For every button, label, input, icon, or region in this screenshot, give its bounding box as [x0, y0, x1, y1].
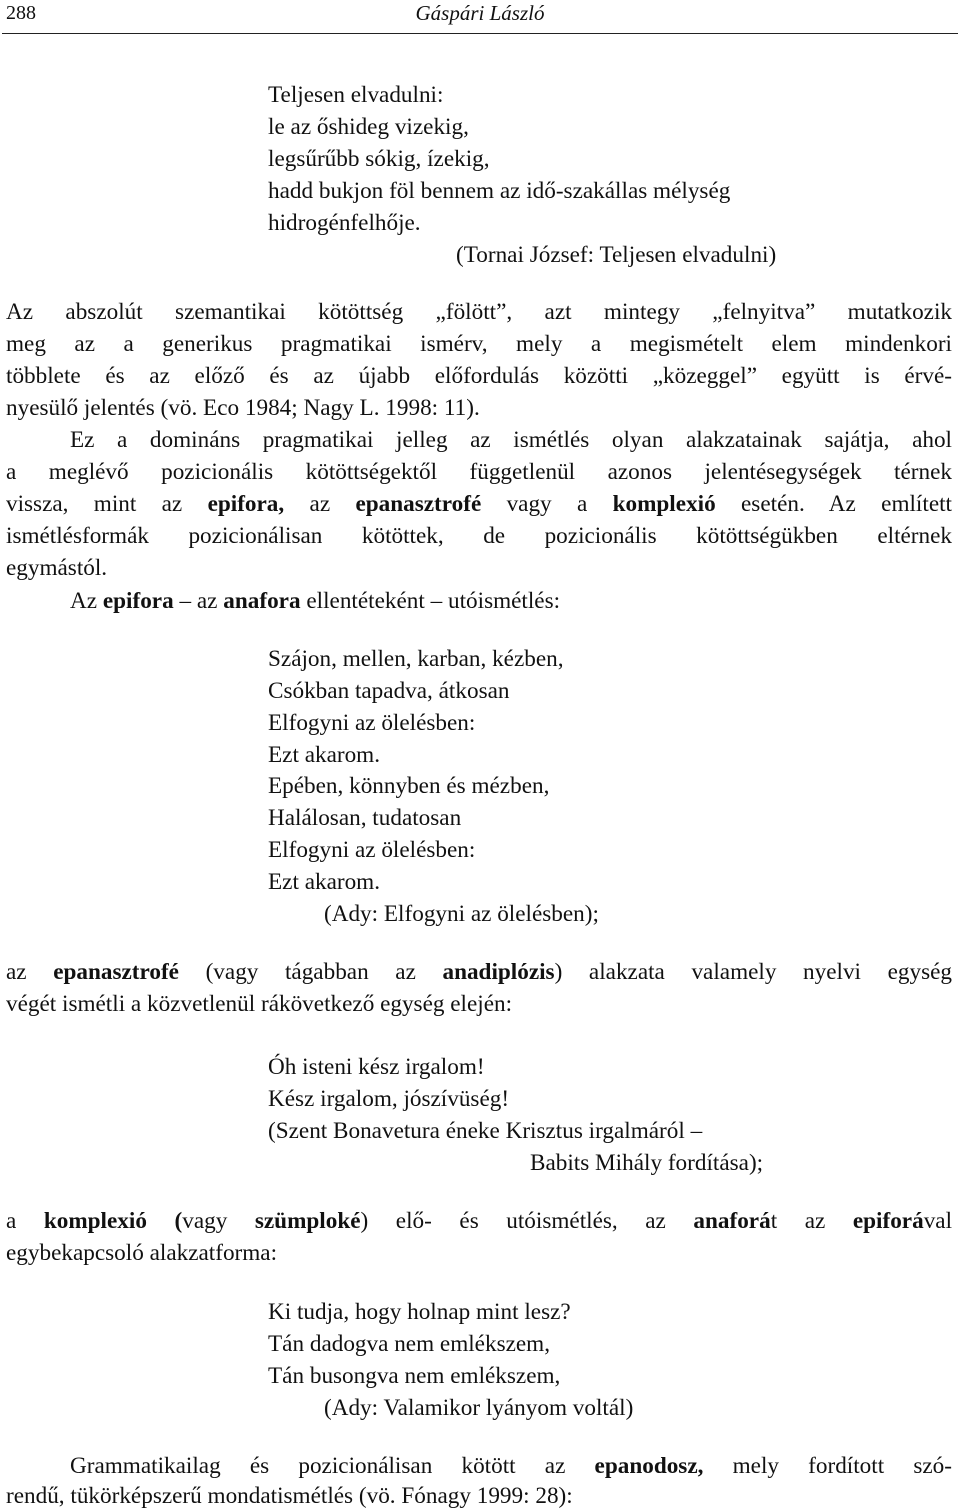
body-line: Grammatikailag és pozicionálisan kötött az epanodosz, mely fordított szó-	[70, 1453, 952, 1479]
term: epanasztrofé	[53, 959, 179, 985]
poem-line: hadd bukjon föl bennem az idő-szakállas mélység	[268, 178, 731, 204]
body-line: meg az a generikus pragmatikai ismérv, mely a megismételt elem mindenkori	[6, 331, 952, 357]
page-number: 288	[6, 2, 36, 24]
poem-line: le az őshideg vizekig,	[268, 114, 469, 140]
body-line: végét ismétli a közvetlenül rákövetkező egység elején:	[6, 991, 513, 1017]
term: anaforá	[693, 1208, 771, 1234]
body-line: a komplexió (vagy szümploké) elő- és utóismétlés, az anaforát az epiforával	[6, 1208, 953, 1234]
term: komplexió	[612, 491, 716, 517]
poem-line: legsűrűbb sókig, ízekig,	[268, 146, 490, 172]
poem-source: (Ady: Elfogyni az ölelésben);	[324, 901, 599, 927]
term: epifora	[102, 588, 174, 614]
term: anafora	[223, 588, 301, 614]
poem-line: Ezt akarom.	[268, 742, 381, 768]
poem-line: Ezt akarom.	[268, 869, 381, 895]
poem-source: Babits Mihály fordítása);	[530, 1150, 764, 1176]
poem-line: Ki tudja, hogy holnap mint lesz?	[268, 1299, 571, 1325]
poem-line: Óh isteni kész irgalom!	[268, 1054, 485, 1080]
poem-line: Tán dadogva nem emlékszem,	[268, 1331, 551, 1357]
poem-line: Elfogyni az ölelésben:	[268, 710, 476, 736]
poem-line: Halálosan, tudatosan	[268, 805, 462, 831]
term: anadiplózis	[442, 959, 555, 985]
term: epiforá	[852, 1208, 924, 1234]
body-line: egybekapcsoló alakzatforma:	[6, 1240, 278, 1266]
poem-line: Szájon, mellen, karban, kézben,	[268, 646, 564, 672]
body-line: nyesülő jelentés (vö. Eco 1984; Nagy L. 1998: 11).	[6, 395, 480, 421]
body-line: rendű, tükörképszerű mondatismétlés (vö. Fónagy 1999: 28):	[6, 1483, 573, 1509]
term: komplexió (	[43, 1208, 183, 1234]
poem-source: (Tornai József: Teljesen elvadulni)	[456, 242, 777, 268]
body-line: vissza, mint az epifora, az epanasztrofé vagy a komplexió esetén. Az említett	[6, 491, 952, 517]
poem-line: Elfogyni az ölelésben:	[268, 837, 476, 863]
term: epanasztrofé	[355, 491, 482, 517]
header-rule	[2, 33, 958, 34]
term: szümploké	[254, 1208, 361, 1234]
poem-source: (Szent Bonavetura éneke Krisztus irgalmáról –	[268, 1118, 703, 1144]
term: epanodosz,	[594, 1453, 704, 1479]
body-line: Ez a domináns pragmatikai jelleg az ismétlés olyan alakzatainak sajátja, ahol	[70, 427, 952, 453]
body-line: ismétlésformák pozicionálisan kötöttek, de pozicionális kötöttségükben eltérnek	[6, 523, 952, 549]
poem-line: Epében, könnyben és mézben,	[268, 773, 550, 799]
poem-line: hidrogénfelhője.	[268, 210, 421, 236]
body-line: a meglévő pozicionális kötöttségektől függetlenül azonos jelentésegységek térnek	[6, 459, 952, 485]
poem-line: Kész irgalom, jószívüség!	[268, 1086, 510, 1112]
running-title: Gáspári László	[415, 1, 545, 25]
body-line: az epanasztrofé (vagy tágabban az anadiplózis) alakzata valamely nyelvi egység	[6, 959, 952, 985]
poem-line: Teljesen elvadulni:	[268, 82, 444, 108]
body-line: Az epifora – az anafora ellentéteként – utóismétlés:	[70, 588, 561, 614]
page-header	[0, 0, 960, 34]
poem-line: Csókban tapadva, átkosan	[268, 678, 510, 704]
poem-line: Tán busongva nem emlékszem,	[268, 1363, 561, 1389]
body-line: Az abszolút szemantikai kötöttség „fölött”, azt mintegy „felnyitva” mutatkozik	[6, 299, 952, 325]
term: epifora,	[207, 491, 285, 517]
body-line: többlete és az előző és az újabb előfordulás közötti „közeggel” együtt is érvé-	[6, 363, 952, 389]
body-line: egymástól.	[6, 555, 108, 581]
poem-source: (Ady: Valamikor lyányom voltál)	[324, 1395, 634, 1421]
